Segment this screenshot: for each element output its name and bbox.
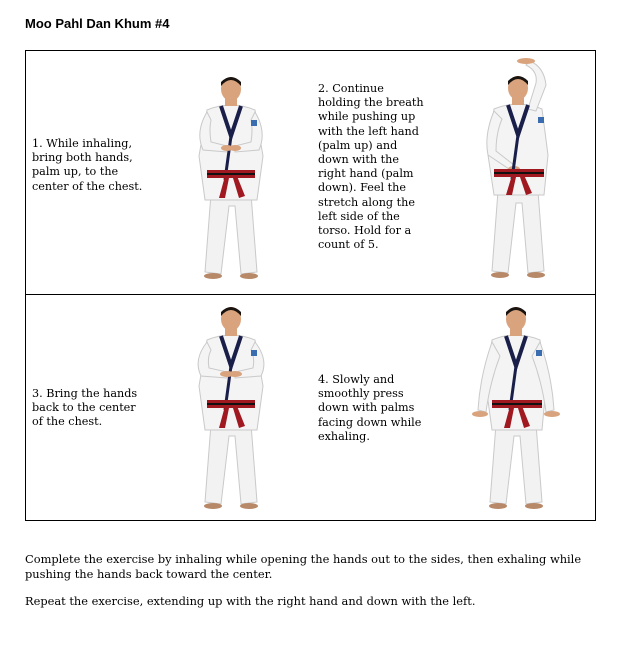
step-1-figure: [181, 76, 281, 284]
step-4-figure: [472, 306, 562, 514]
step-1-text: 1. While inhaling, bring both hands, palm up, to the center of the chest.: [32, 137, 143, 193]
footer-paragraph-1: Complete the exercise by inhaling while opening the hands out to the sides, then exhaling while pushing the hands back toward the center.: [25, 552, 582, 581]
page-title: Moo Pahl Dan Khum #4: [25, 16, 170, 31]
step-3-figure: [181, 306, 281, 514]
row-divider: [26, 294, 595, 295]
step-2-text: 2. Continue holding the breath while pushing up with the left hand (palm up) and down with the right hand (palm down). Feel the stretch along the left side of the torso. Hold for a count of 5.: [318, 82, 424, 252]
step-2-figure: [474, 55, 564, 285]
step-4-text: 4. Slowly and smoothly press down with palms facing down while exhaling.: [318, 373, 422, 443]
step-3-text: 3. Bring the hands back to the center of the chest.: [32, 387, 138, 429]
instruction-grid: [25, 50, 596, 521]
footer-paragraph-2: Repeat the exercise, extending up with the right hand and down with the left.: [25, 594, 476, 608]
